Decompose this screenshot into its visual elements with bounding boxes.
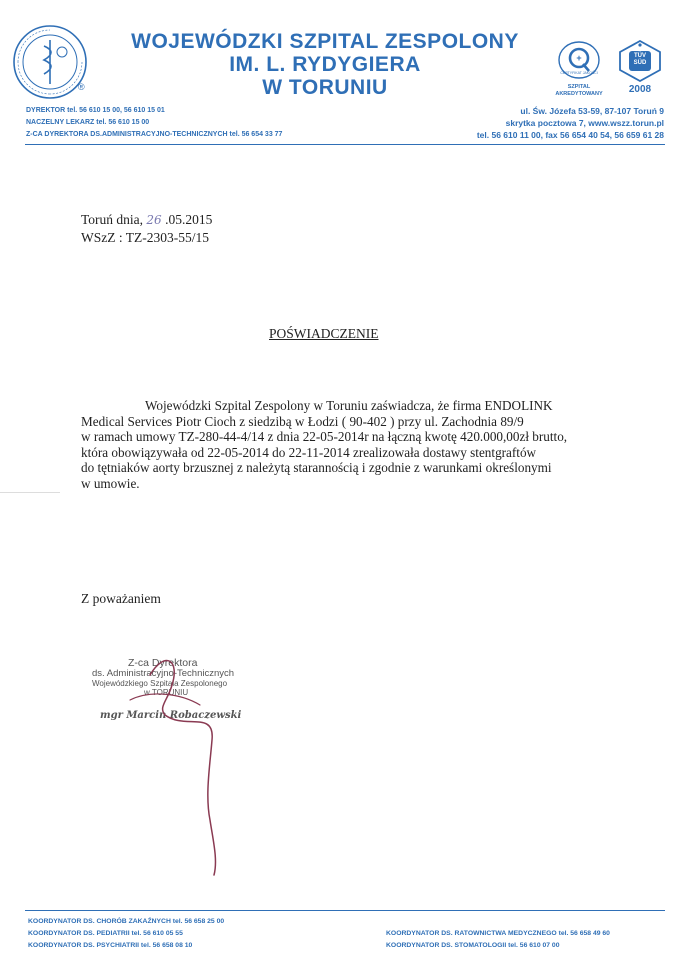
hospital-address: ul. Św. Józefa 53-59, 87-107 Toruń 9: [520, 106, 664, 116]
year-text: 2008: [628, 84, 652, 95]
registered-mark-icon: ®: [78, 82, 85, 92]
letter-closing: Z poważaniem: [81, 591, 161, 606]
hospital-po-box-web: skrytka pocztowa 7, www.wszz.torun.pl: [505, 118, 664, 128]
contact-chief-physician: NACZELNY LEKARZ tel. 56 610 15 00: [26, 119, 150, 126]
body-line: Wojewódzki Szpital Zespolony w Toruniu zaświadcza, że firma ENDOLINK: [145, 398, 553, 413]
hospital-phone-fax: tel. 56 610 11 00, fax 56 654 40 54, 56 659 61 28: [476, 130, 664, 140]
footer-coordinator-infectious: KOORDYNATOR DS. CHORÓB ZAKAŹNYCH tel. 56 658 25 00: [28, 918, 225, 925]
contact-deputy-director: Z-CA DYREKTORA DS.ADMINISTRACYJNO-TECHNICZNYCH tel. 56 654 33 77: [26, 131, 283, 138]
body-line: która obowiązywała od 22-05-2014 do 22-11-2014 zrealizowała dostawy stentgraftów: [81, 444, 537, 460]
tuv-text: TÜV SÜD: [633, 53, 647, 66]
stamp-line2: ds. Administracyjno-Technicznych: [92, 668, 235, 679]
letter-heading: POŚWIADCZENIE: [269, 326, 379, 341]
handwritten-signature: [110, 645, 250, 880]
footer-coordinator-dentistry: KOORDYNATOR DS. STOMATOLOGII tel. 56 610 07 00: [386, 942, 560, 949]
letter-reference: WSzZ : TZ-2303-55/15: [81, 230, 209, 245]
hospital-name-line1: WOJEWÓDZKI SZPITAL ZESPOLONY: [131, 30, 519, 53]
svg-text:+: +: [576, 53, 582, 63]
body-line: w ramach umowy TZ-280-44-4/14 z dnia 22-05-2014r na łączną kwotę 420.000,00zł brutto,: [81, 429, 568, 444]
footer-divider: [25, 910, 665, 911]
hospital-name-line2: IM. L. RYDYGIERA: [229, 53, 421, 76]
date-prefix: Toruń dnia,: [81, 212, 147, 227]
stamp-line4: w TORUNIU: [144, 688, 189, 697]
stamp-line1: Z-ca Dyrektora: [128, 657, 198, 669]
date-suffix: .05.2015: [161, 212, 213, 227]
body-line: Medical Services Piotr Cioch z siedzibą w Łodzi ( 90-402 ) przy ul. Zachodnia 89/9: [81, 413, 524, 429]
header-divider: [25, 144, 665, 145]
signatory-name: mgr Marcin Robaczewski: [100, 710, 242, 721]
fold-mark: [0, 492, 60, 493]
accreditation-text: SZPITAL AKREDYTOWANY: [555, 84, 603, 97]
hospital-name-line3: W TORUNIU: [262, 76, 388, 99]
letter-body: [81, 398, 611, 491]
stamp-line3: Wojewódzkiego Szpitala Zespolonego: [92, 679, 228, 688]
letter-date: [81, 212, 212, 228]
contact-director: DYREKTOR tel. 56 610 15 00, 56 610 15 01: [26, 107, 165, 114]
footer-coordinator-emergency: KOORDYNATOR DS. RATOWNICTWA MEDYCZNEGO tel. 56 658 49 60: [386, 930, 610, 937]
body-line: w umowie.: [81, 475, 140, 491]
tuv-badge: [617, 40, 663, 96]
date-handwritten: 26: [146, 213, 162, 227]
accreditation-badge: [556, 40, 602, 98]
footer-coordinator-psychiatry: KOORDYNATOR DS. PSYCHIATRII tel. 56 658 08 10: [28, 942, 193, 949]
accreditation-logo-icon: [556, 40, 602, 84]
body-line: do tętniaków aorty brzusznej z należytą starannością i zgodnie z warunkami określonymi: [81, 460, 552, 475]
certificate-small-text: CERTYFIKAT JAKOŚCI: [560, 71, 598, 75]
footer-coordinator-pediatrics: KOORDYNATOR DS. PEDIATRII tel. 56 610 05 55: [28, 930, 183, 937]
